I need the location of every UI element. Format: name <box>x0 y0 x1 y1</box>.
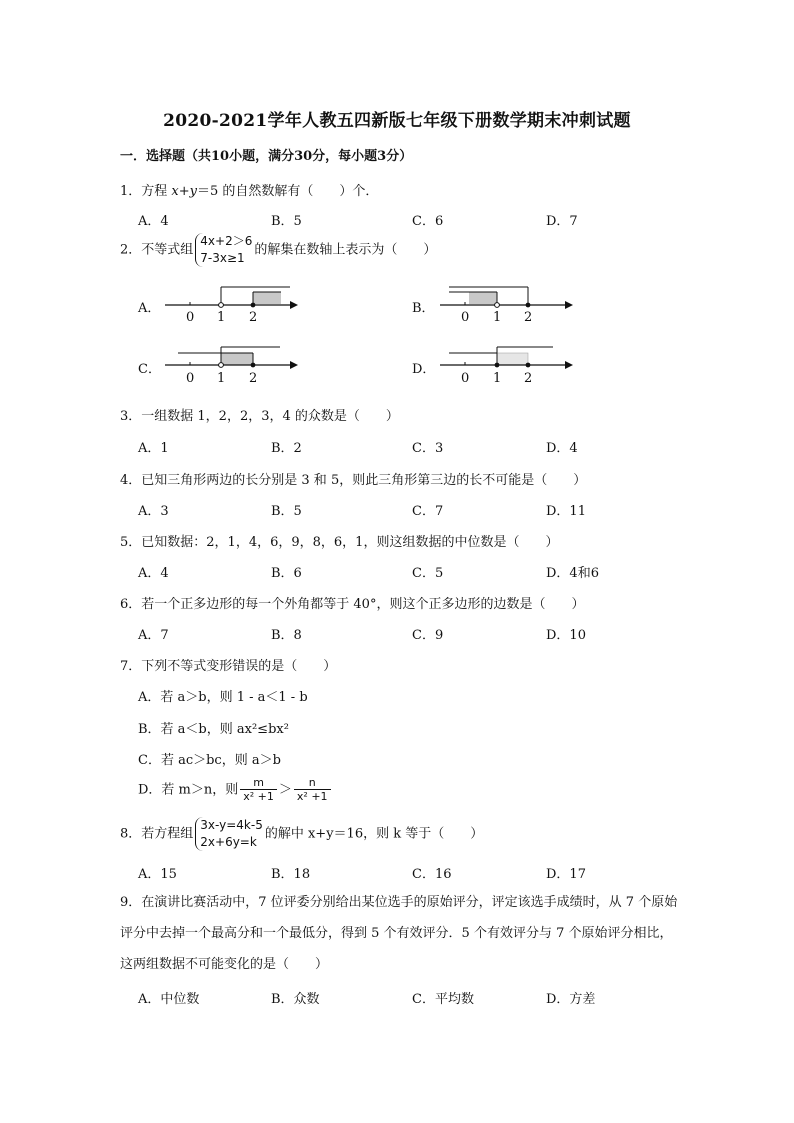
shaded-region <box>469 292 497 304</box>
tick-label-0: 0 <box>186 371 195 386</box>
page-title: 2020-2021学年人教五四新版七年级下册数学期末冲刺试题 <box>163 111 631 131</box>
question-6-options <box>138 624 658 644</box>
tick-label-1: 1 <box>217 310 226 325</box>
option-d[interactable]: D．4和6 <box>546 566 599 581</box>
question-3-options <box>138 437 658 457</box>
inequality-line-2: 7-3x≥1 <box>200 251 245 265</box>
tick-label-0: 0 <box>461 310 470 325</box>
option-a-label[interactable]: A． <box>138 301 161 316</box>
number-line-b[interactable] <box>435 280 575 330</box>
option-d[interactable]: D．7 <box>546 214 578 229</box>
option-a[interactable]: A．3 <box>138 504 169 519</box>
inequality-line-1: 4x+2＞6 <box>200 234 253 248</box>
option-a[interactable]: A．4 <box>138 566 169 581</box>
greater-than-sign: ＞ <box>278 782 292 798</box>
shaded-region <box>497 353 528 365</box>
option-a[interactable]: A．4 <box>138 214 169 229</box>
question-1 <box>120 180 378 199</box>
question-4: 4．已知三角形两边的长分别是 3 和 5，则此三角形第三边的长不可能是（ ） <box>120 473 587 488</box>
option-c[interactable]: C．7 <box>412 504 444 519</box>
option-d[interactable]: D．11 <box>546 504 586 519</box>
equation-line-2: 2x+6y=k <box>200 835 257 849</box>
option-b-label[interactable]: B． <box>412 301 435 316</box>
open-point <box>219 303 224 308</box>
option-c[interactable]: C．平均数 <box>412 992 474 1007</box>
option-b[interactable]: B．8 <box>271 628 302 643</box>
tick-label-1: 1 <box>217 371 226 386</box>
shaded-region <box>253 292 281 304</box>
open-point <box>495 303 500 308</box>
option-a[interactable]: A．若 a＞b，则 1 - a＜1 - b <box>138 690 308 705</box>
option-a[interactable]: A．中位数 <box>138 992 200 1007</box>
question-5-options <box>138 562 658 582</box>
option-b[interactable]: B．5 <box>271 214 302 229</box>
question-1-prefix: 1．方程 <box>120 184 172 199</box>
numerator: m <box>240 776 277 790</box>
option-b[interactable]: B．18 <box>271 867 311 882</box>
tick-label-1: 1 <box>493 310 502 325</box>
question-9-options <box>138 988 658 1008</box>
option-c[interactable]: C．16 <box>412 867 452 882</box>
question-8-suffix: 的解中 x+y＝16，则 k 等于（ ） <box>264 826 484 842</box>
question-8-options <box>138 863 658 883</box>
denominator: x² +1 <box>243 790 274 803</box>
tick-label-0: 0 <box>461 371 470 386</box>
denominator: x² +1 <box>296 790 328 803</box>
axis-arrow <box>565 301 573 309</box>
question-2 <box>120 233 436 267</box>
tick-label-2: 2 <box>249 371 258 386</box>
closed-point <box>251 303 256 308</box>
option-b[interactable]: B．6 <box>271 566 302 581</box>
question-5: 5．已知数据：2，1，4，6，9，8，6，1，则这组数据的中位数是（ ） <box>120 535 559 550</box>
axis-arrow <box>565 361 573 369</box>
option-c[interactable]: C．3 <box>412 441 444 456</box>
question-2-suffix: 的解集在数轴上表示为（ ） <box>254 242 437 258</box>
option-a[interactable]: A．15 <box>138 867 177 882</box>
option-c[interactable]: C．6 <box>412 214 444 229</box>
option-c-label[interactable]: C． <box>138 362 161 377</box>
option-d[interactable]: D．17 <box>546 867 586 882</box>
section-heading: 一．选择题（共10小题，满分30分，每小题3分） <box>120 149 413 164</box>
option-a[interactable]: A．7 <box>138 628 169 643</box>
fraction-1 <box>240 776 277 804</box>
question-9: 9．在演讲比赛活动中，7 位评委分别给出某位选手的原始评分，评定该选手成绩时，从 7 个原始评分中去掉一个最高分和一个最低分，得到 5 个有效评分．5 个有效评分与 7 个原始评分相比，这两组数据不可能变化的是（ ） <box>120 895 678 972</box>
closed-point <box>251 363 256 368</box>
question-8-prefix: 8．若方程组 <box>120 826 194 842</box>
number-line-a[interactable] <box>160 280 300 330</box>
question-2-prefix: 2．不等式组 <box>120 242 194 258</box>
option-b[interactable]: B．若 a＜b，则 ax²≤bx² <box>138 722 289 737</box>
question-7: 7．下列不等式变形错误的是（ ） <box>120 659 337 674</box>
question-1-equation: x+y <box>171 184 197 199</box>
tick-label-0: 0 <box>186 310 195 325</box>
closed-point <box>526 303 531 308</box>
option-c[interactable]: C．若 ac＞bc，则 a＞b <box>138 753 281 768</box>
option-d-prefix: D．若 m＞n，则 <box>138 782 239 798</box>
open-point <box>219 363 224 368</box>
question-1-options <box>138 210 658 230</box>
question-8 <box>120 817 483 851</box>
fraction-2 <box>294 776 331 804</box>
option-d[interactable] <box>138 776 333 804</box>
option-d[interactable]: D．4 <box>546 441 578 456</box>
option-c[interactable]: C．9 <box>412 628 444 643</box>
number-line-c[interactable] <box>160 340 300 390</box>
shaded-region <box>221 353 253 365</box>
option-d-label[interactable]: D． <box>412 362 436 377</box>
tick-label-2: 2 <box>524 310 533 325</box>
closed-point <box>495 363 500 368</box>
tick-label-2: 2 <box>249 310 258 325</box>
question-4-options <box>138 500 658 520</box>
option-a[interactable]: A．1 <box>138 441 169 456</box>
numerator: n <box>294 776 331 790</box>
option-d[interactable]: D．方差 <box>546 992 596 1007</box>
number-line-d[interactable] <box>435 340 575 390</box>
equation-system <box>195 817 263 851</box>
axis-arrow <box>290 301 298 309</box>
inequality-system <box>195 233 252 267</box>
question-1-suffix: ＝5 的自然数解有（ ）个． <box>196 184 379 199</box>
question-6: 6．若一个正多边形的每一个外角都等于 40°，则这个正多边形的边数是（ ） <box>120 597 585 612</box>
tick-label-2: 2 <box>524 371 533 386</box>
option-d[interactable]: D．10 <box>546 628 586 643</box>
option-b[interactable]: B．2 <box>271 441 302 456</box>
question-3: 3．一组数据 1，2，2，3，4 的众数是（ ） <box>120 409 399 424</box>
option-c[interactable]: C．5 <box>412 566 444 581</box>
axis-arrow <box>290 361 298 369</box>
tick-label-1: 1 <box>493 371 502 386</box>
closed-point-2 <box>526 363 531 368</box>
option-b[interactable]: B．众数 <box>271 992 320 1007</box>
equation-line-1: 3x-y=4k-5 <box>200 818 263 832</box>
option-b[interactable]: B．5 <box>271 504 302 519</box>
